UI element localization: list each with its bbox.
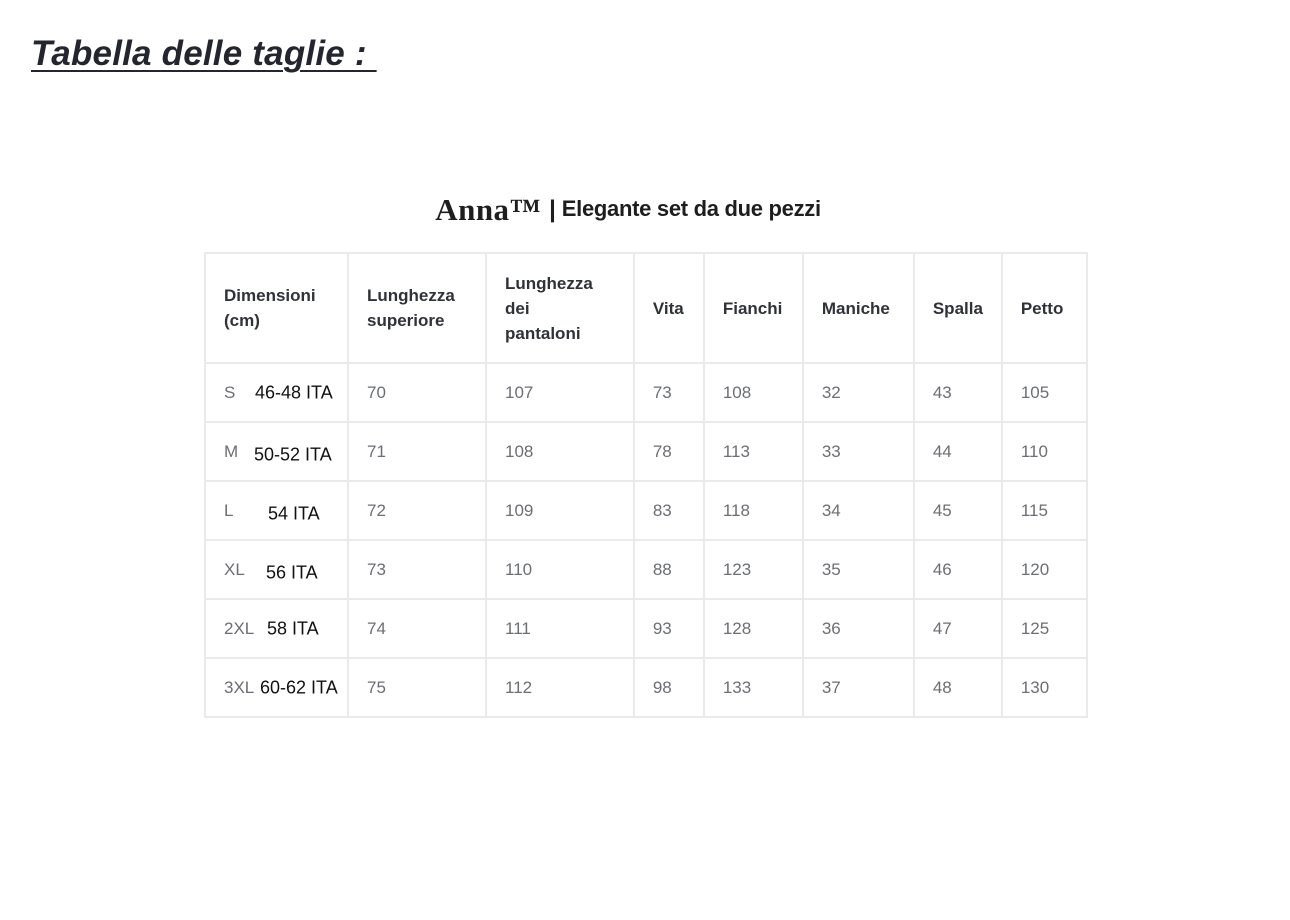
page-heading: Tabella delle taglie : [31,34,377,73]
value-cell: 93 [634,599,704,658]
table-row [205,658,1087,717]
value-cell: 128 [704,599,803,658]
value-cell: 37 [803,658,914,717]
size-cell [205,422,348,481]
value-cell: 125 [1002,599,1087,658]
title-separator: | [549,196,556,223]
table-row [205,540,1087,599]
value-cell: 45 [914,481,1002,540]
size-ita: 58 ITA [267,618,319,638]
value-cell: 83 [634,481,704,540]
header-lunghezza-pantaloni: Lunghezza dei pantaloni [486,253,634,363]
header-vita: Vita [634,253,704,363]
size-ita: 56 ITA [266,562,318,582]
header-dimensioni: Dimensioni (cm) [205,253,348,363]
size-cell [205,599,348,658]
value-cell: 118 [704,481,803,540]
size-code: M [224,441,239,461]
value-cell: 113 [704,422,803,481]
size-cell [205,658,348,717]
value-cell: 133 [704,658,803,717]
value-cell: 123 [704,540,803,599]
value-cell: 78 [634,422,704,481]
value-cell: 112 [486,658,634,717]
size-cell [205,481,348,540]
value-cell: 35 [803,540,914,599]
size-ita: 46-48 ITA [255,382,333,402]
size-code: S [224,382,236,402]
value-cell: 46 [914,540,1002,599]
product-subtitle: Elegante set da due pezzi [561,196,821,221]
size-code: 2XL [224,618,255,638]
value-cell: 130 [1002,658,1087,717]
value-cell: 109 [486,481,634,540]
table-row [205,363,1087,422]
value-cell: 44 [914,422,1002,481]
size-cell [205,540,348,599]
value-cell: 73 [348,540,486,599]
value-cell: 88 [634,540,704,599]
size-ita: 60-62 ITA [260,677,338,697]
value-cell: 48 [914,658,1002,717]
value-cell: 73 [634,363,704,422]
value-cell: 115 [1002,481,1087,540]
size-code: L [224,500,234,520]
value-cell: 98 [634,658,704,717]
header-maniche: Maniche [803,253,914,363]
size-code: 3XL [224,677,255,697]
header-lunghezza-superiore: Lunghezza superiore [348,253,486,363]
table-row [205,599,1087,658]
value-cell: 108 [704,363,803,422]
size-ita: 54 ITA [268,503,320,523]
size-table [204,252,1088,718]
value-cell: 120 [1002,540,1087,599]
value-cell: 75 [348,658,486,717]
table-row [205,481,1087,540]
value-cell: 43 [914,363,1002,422]
value-cell: 33 [803,422,914,481]
value-cell: 105 [1002,363,1087,422]
size-code: XL [224,559,245,579]
value-cell: 36 [803,599,914,658]
value-cell: 71 [348,422,486,481]
value-cell: 70 [348,363,486,422]
value-cell: 108 [486,422,634,481]
value-cell: 107 [486,363,634,422]
size-cell [205,363,348,422]
value-cell: 110 [486,540,634,599]
value-cell: 110 [1002,422,1087,481]
value-cell: 72 [348,481,486,540]
value-cell: 32 [803,363,914,422]
value-cell: 34 [803,481,914,540]
table-row [205,422,1087,481]
value-cell: 111 [486,599,634,658]
value-cell: 74 [348,599,486,658]
size-ita: 50-52 ITA [254,444,332,464]
table-header-row [205,253,1087,363]
header-fianchi: Fianchi [704,253,803,363]
chart-title [0,192,1290,228]
brand-name: Anna™ [435,192,542,227]
header-spalla: Spalla [914,253,1002,363]
header-petto: Petto [1002,253,1087,363]
value-cell: 47 [914,599,1002,658]
